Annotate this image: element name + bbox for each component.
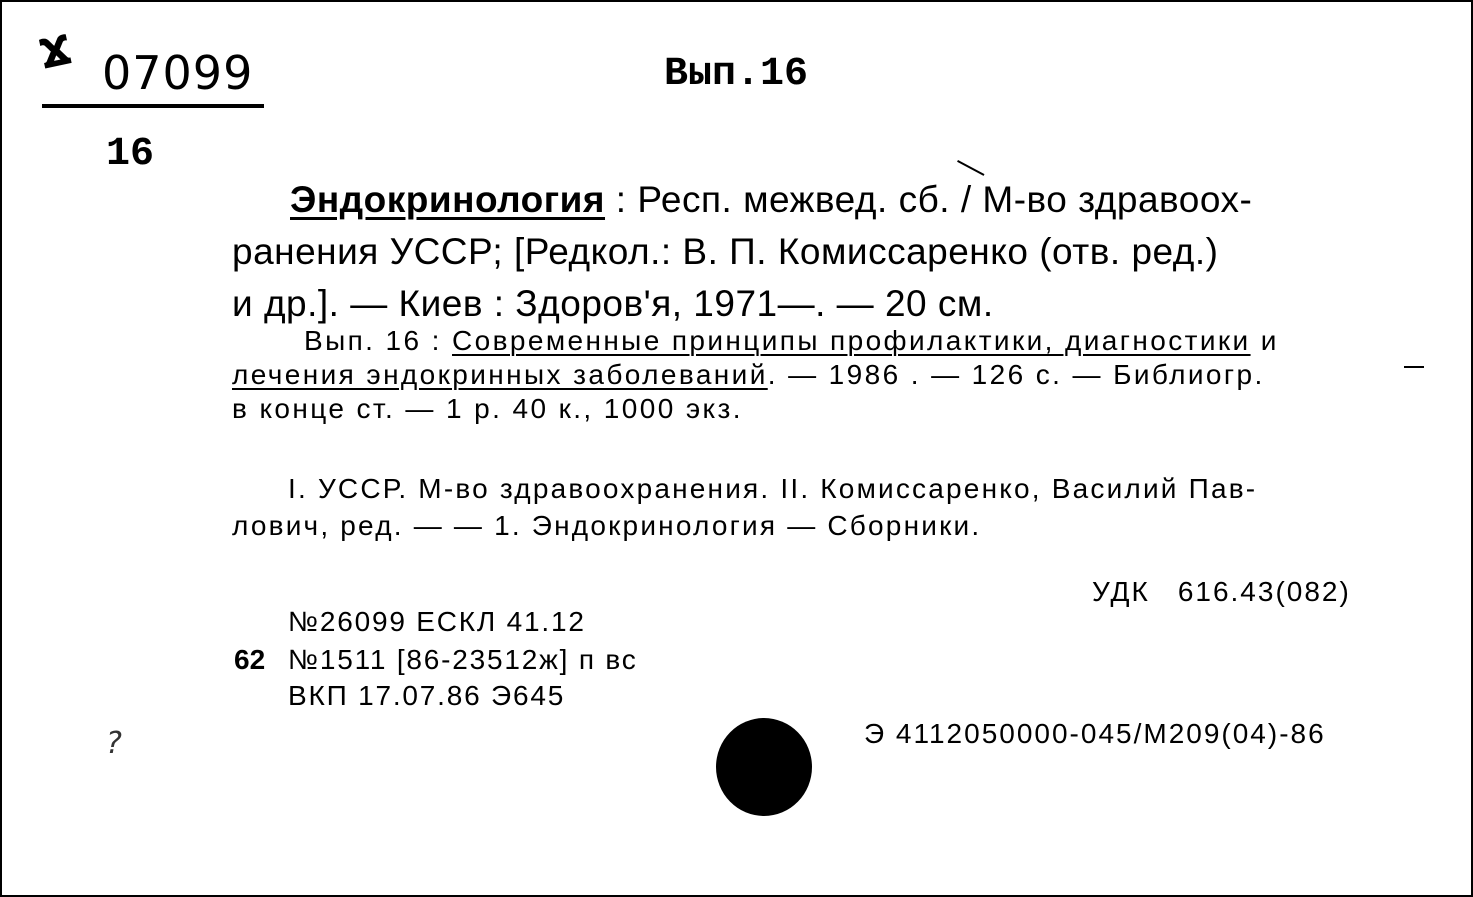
registry-prefix: 62	[234, 644, 266, 675]
issue-paragraph	[232, 324, 1402, 426]
call-number-underline	[42, 104, 264, 108]
tracings-line1: I. УССР. М-во здравоохранения. II. Комиссаренко, Василий Пав-	[288, 473, 1258, 504]
registry-line1: №26099 ЕСКЛ 41.12	[288, 606, 586, 637]
issue-header: Вып.16	[664, 52, 809, 97]
tracings-line2: лович, ред. — — 1. Эндокринология — Сборники.	[232, 510, 982, 541]
main-entry	[232, 174, 1407, 330]
issue-after-part2: . — 1986 . — 126 с. — Библиогр.	[767, 359, 1265, 390]
dash-mark	[1404, 366, 1424, 368]
registry-line3: ВКП 17.07.86 Э645	[288, 680, 566, 711]
entry-line3: и др.]. — Киев : Здоров'я, 1971—. — 20 см.	[232, 283, 994, 324]
pencil-mark: ?	[106, 726, 122, 761]
udk-label: УДК	[1092, 576, 1150, 607]
issue-prefix: Вып. 16 :	[304, 325, 453, 356]
entry-line2: ранения УССР; [Редкол.: В. П. Комиссаренко (отв. ред.)	[232, 231, 1219, 272]
index-code: Э 4112050000-045/М209(04)-86	[864, 718, 1326, 749]
registry-line2: №1511 [86-23512ж] п вс	[288, 644, 638, 675]
issue-title-part2: лечения эндокринных заболеваний	[232, 359, 768, 390]
udk-classification	[1092, 576, 1351, 608]
tracings	[232, 470, 1402, 544]
issue-after-part1: и	[1250, 325, 1279, 356]
entry-heading: Эндокринология	[290, 179, 606, 220]
entry-line1-rest: : Респ. межвед. сб. / М-во здравоох-	[605, 179, 1253, 220]
issue-line3: в конце ст. — 1 р. 40 к., 1000 экз.	[232, 393, 743, 424]
udk-value: 616.43(082)	[1177, 576, 1351, 607]
left-issue-number: 16	[106, 132, 155, 177]
punch-hole	[716, 718, 812, 816]
call-mark-symbol: Ϫ	[35, 27, 76, 79]
call-number: 07099	[102, 46, 254, 100]
issue-title-part1: Современные принципы профилактики, диагностики	[452, 325, 1251, 356]
